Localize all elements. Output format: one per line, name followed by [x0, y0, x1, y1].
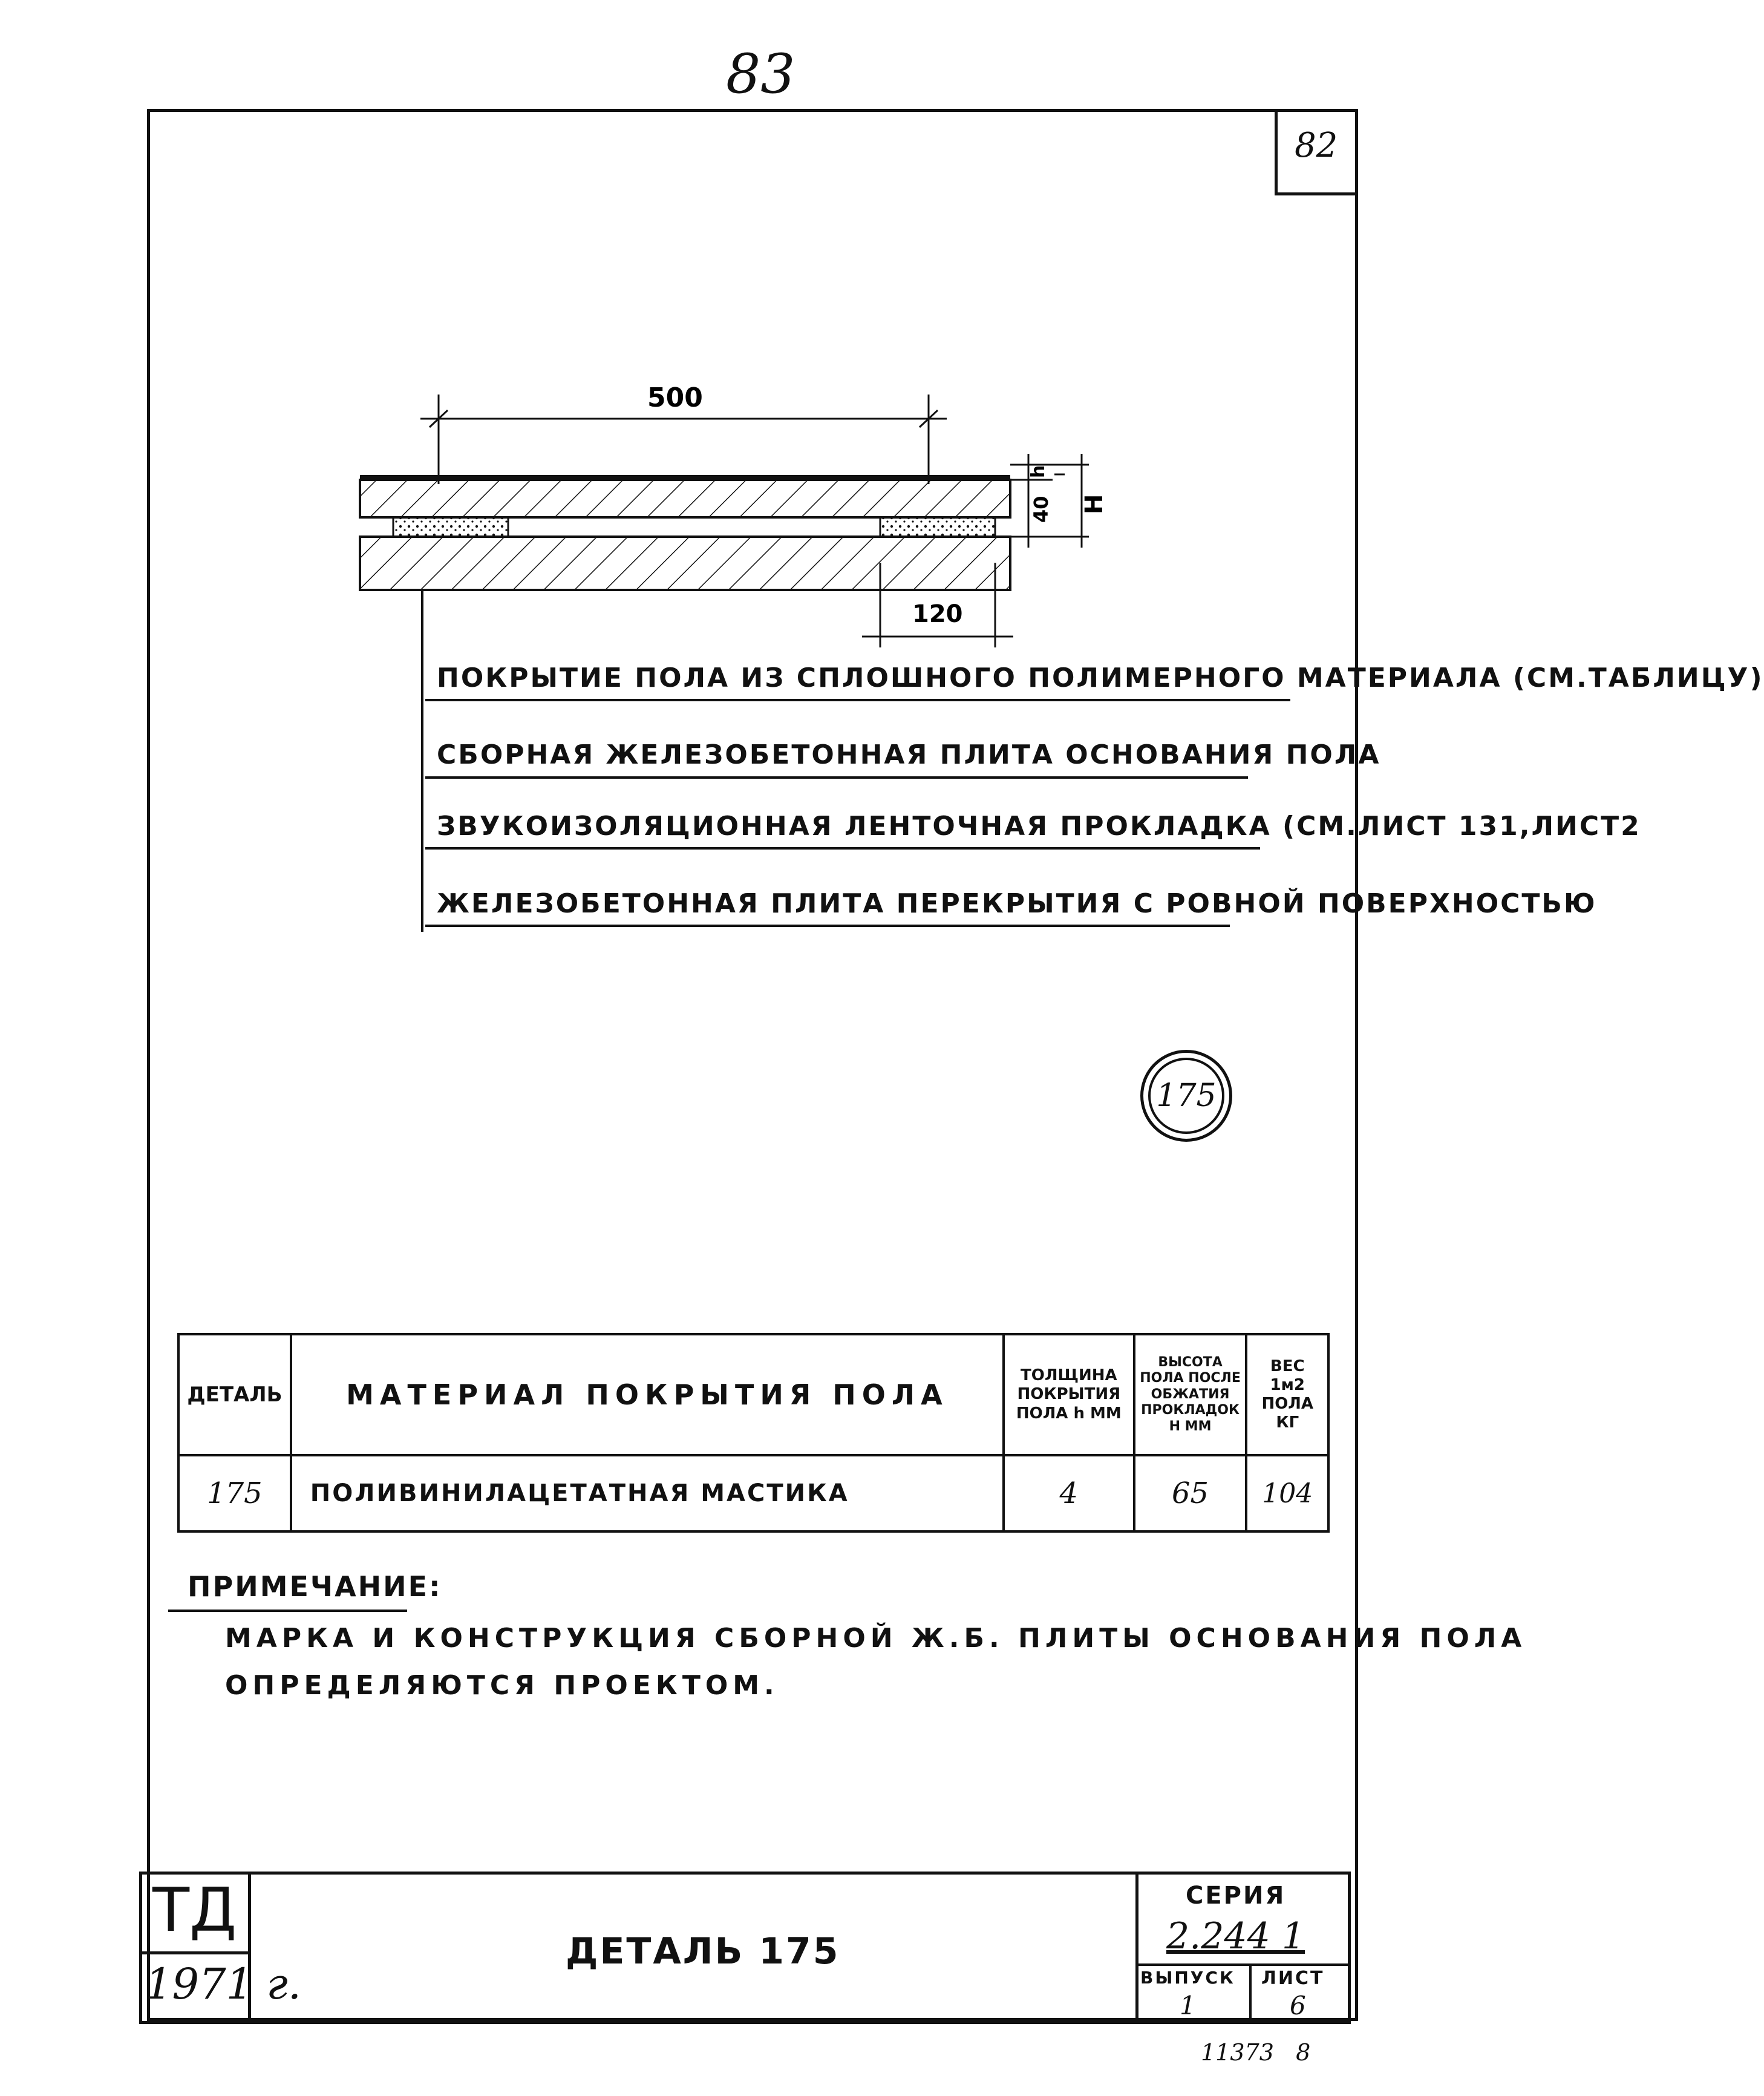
table-header-thickness: ТОЛЩИНА ПОКРЫТИЯ ПОЛА h ММ: [1004, 1334, 1134, 1455]
floor-section-drawing: [339, 363, 1198, 653]
tb-divider-series: [1135, 1963, 1351, 1966]
detail-mark-number: 175: [1156, 1078, 1217, 1114]
table-row: [178, 1455, 1328, 1531]
cell-weight: 104: [1246, 1455, 1328, 1531]
dim-40: 40: [1030, 496, 1053, 523]
footer-handwriting: 11373 8: [1201, 2039, 1311, 2066]
note-line-1: МАРКА И КОНСТРУКЦИЯ СБОРНОЙ Ж.Б. ПЛИТЫ ОСНОВАНИЯ ПОЛА: [225, 1623, 1527, 1654]
note-line-2: ОПРЕДЕЛЯЮТСЯ ПРОЕКТОМ.: [225, 1670, 779, 1701]
legend-item-floor-slab: ЖЕЛЕЗОБЕТОННАЯ ПЛИТА ПЕРЕКРЫТИЯ С РОВНОЙ ПОВЕРХНОСТЬЮ: [437, 888, 1597, 919]
tb-sheet-value: 6: [1290, 1991, 1306, 2020]
table-header-weight: ВЕС 1м2 ПОЛА КГ: [1246, 1334, 1328, 1455]
base-slab: [360, 480, 1010, 517]
dim-500: 500: [647, 382, 703, 413]
table-header-material: МАТЕРИАЛ ПОКРЫТИЯ ПОЛА: [291, 1334, 1004, 1455]
page-number: 83: [726, 42, 795, 106]
legend-line-1: [425, 699, 1290, 701]
legend-item-insulation: ЗВУКОИЗОЛЯЦИОННАЯ ЛЕНТОЧНАЯ ПРОКЛАДКА (СМ.ЛИСТ 131,ЛИСТ2: [437, 811, 1641, 842]
detail-mark-inner: [1148, 1058, 1224, 1134]
cell-thickness: 4: [1004, 1455, 1134, 1531]
tb-year: 1971 г.: [145, 1959, 302, 2009]
dim-120: 120: [912, 600, 963, 628]
legend-item-coating: ПОКРЫТИЕ ПОЛА ИЗ СПЛОШНОГО ПОЛИМЕРНОГО МАТЕРИАЛА (СМ.ТАБЛИЦУ): [437, 663, 1764, 693]
tb-title: ДЕТАЛЬ 175: [566, 1930, 840, 1973]
cell-height: 65: [1134, 1455, 1247, 1531]
cell-detail: 175: [178, 1455, 291, 1531]
sheet-number-box: [1275, 109, 1358, 195]
legend-line-2: [425, 776, 1248, 779]
dim-H: H: [1080, 494, 1108, 514]
specification-table: [177, 1333, 1330, 1533]
dim-h: h: [1028, 465, 1049, 478]
note-heading: ПРИМЕЧАНИЕ:: [188, 1570, 442, 1603]
sheet-number: 82: [1295, 126, 1338, 165]
tb-divider-right: [1135, 1872, 1138, 2024]
tb-org: ТД: [152, 1875, 237, 1945]
cell-material: ПОЛИВИНИЛАЦЕТАТНАЯ МАСТИКА: [291, 1455, 1004, 1531]
tb-series-label: СЕРИЯ: [1186, 1882, 1286, 1910]
tb-divider-org-year: [139, 1951, 251, 1954]
note-underline: [168, 1610, 407, 1612]
tb-divider-issue-sheet: [1249, 1963, 1252, 2024]
legend-item-base-slab: СБОРНАЯ ЖЕЛЕЗОБЕТОННАЯ ПЛИТА ОСНОВАНИЯ ПОЛА: [437, 739, 1381, 770]
legend-leader: [421, 650, 423, 932]
insulation-strip-left: [393, 517, 508, 537]
tb-sheet-label: ЛИСТ: [1261, 1968, 1325, 1989]
legend-line-4: [425, 925, 1230, 927]
table-header-height: ВЫСОТА ПОЛА ПОСЛЕ ОБЖАТИЯ ПРОКЛАДОК H ММ: [1134, 1334, 1247, 1455]
table-header-detail: ДЕТАЛЬ: [178, 1334, 291, 1455]
legend-line-3: [425, 847, 1260, 850]
insulation-strip-right: [880, 517, 995, 537]
tb-issue-label: ВЫПУСК: [1140, 1968, 1235, 1988]
table-header-row: [178, 1334, 1328, 1455]
floor-slab: [360, 537, 1010, 590]
tb-issue-value: 1: [1180, 1991, 1196, 2020]
tb-series-value: 2.244 1: [1166, 1915, 1305, 1957]
